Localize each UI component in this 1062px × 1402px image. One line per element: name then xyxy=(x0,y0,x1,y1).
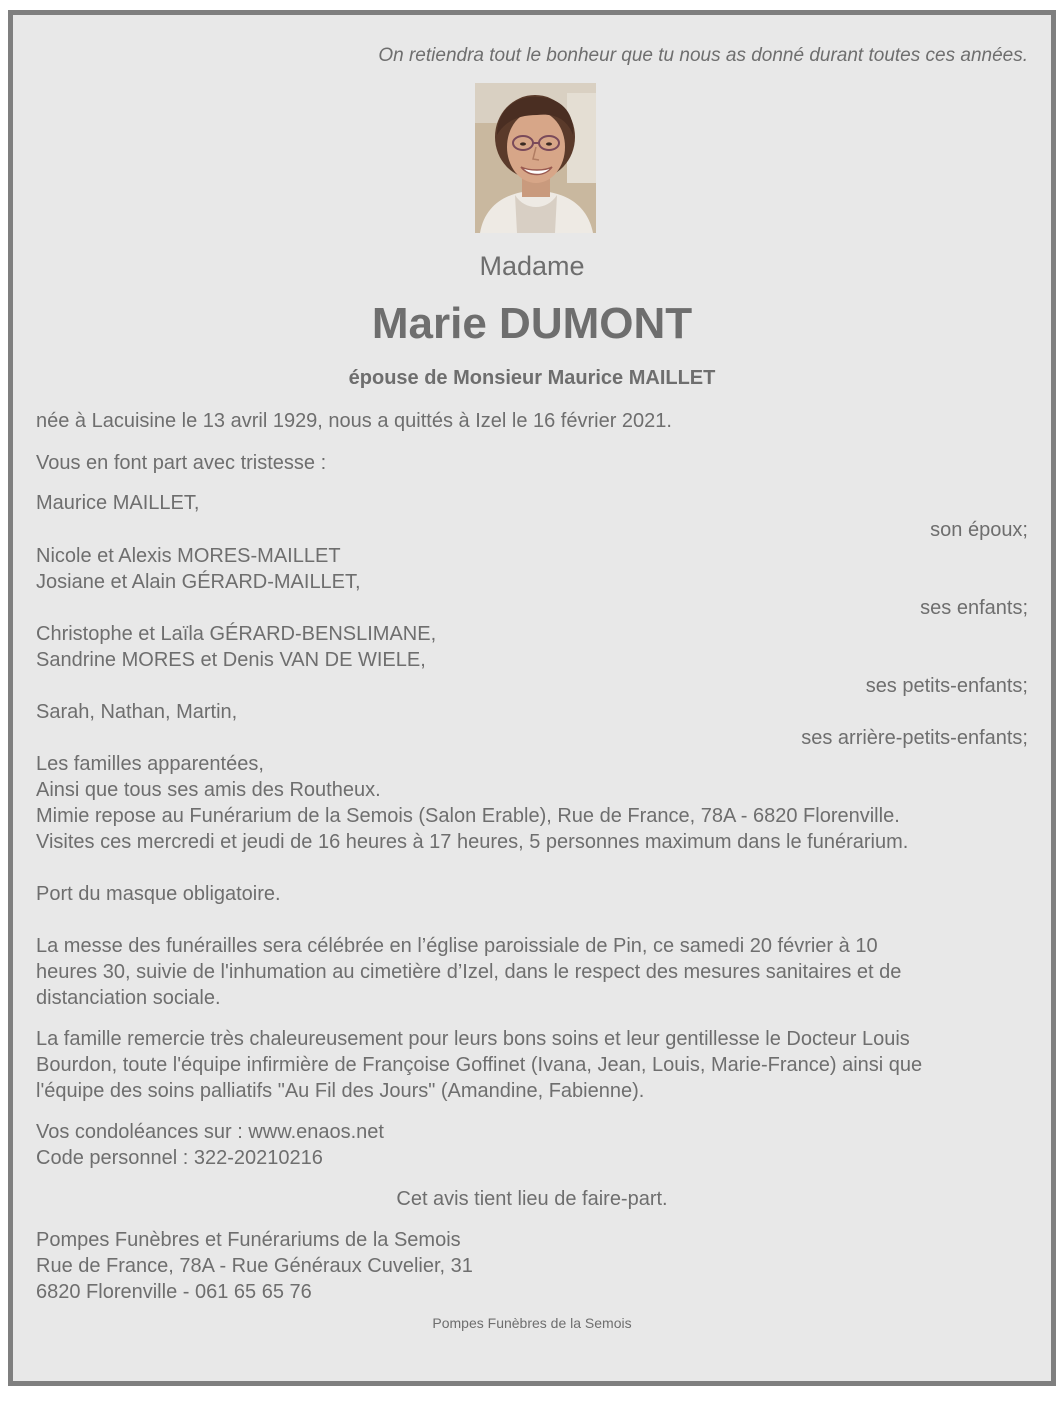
condolences-line: Vos condoléances sur : www.enaos.net xyxy=(36,1121,384,1143)
spouse-line: épouse de Monsieur Maurice MAILLET xyxy=(348,367,716,389)
family-grandchildren-role: ses petits-enfants; xyxy=(865,675,1028,697)
honorific-title: Madame xyxy=(479,251,585,281)
funeral-home-address: Rue de France, 78A - Rue Généraux Cuvelier, 31 xyxy=(36,1255,473,1277)
notice-line: Cet avis tient lieu de faire-part. xyxy=(396,1188,668,1210)
visitation-line-2: Visites ces mercredi et jeudi de 16 heures à 17 heures, 5 personnes maximum dans le funérarium. xyxy=(36,831,909,853)
mass-line-1: La messe des funérailles sera célébrée en l’église paroissiale de Pin, ce samedi 20 février à 10 xyxy=(36,935,878,957)
deceased-name: Marie DUMONT xyxy=(371,299,693,348)
mass-line-2: heures 30, suivie de l'inhumation au cimetière d’Izel, dans le respect des mesures sanitaires et de xyxy=(36,961,902,983)
family-children-role: ses enfants; xyxy=(920,597,1028,619)
birth-death-line: née à Lacuisine le 13 avril 1929, nous a quittés à Izel le 16 février 2021. xyxy=(36,410,672,432)
thanks-line-1: La famille remercie très chaleureusement pour leurs bons soins et leur gentillesse le Docteur Louis xyxy=(36,1028,910,1050)
family-spouse-name: Maurice MAILLET, xyxy=(36,492,200,514)
epigraph: On retiendra tout le bonheur que tu nous as donné durant toutes ces années. xyxy=(378,45,1028,66)
announcement-line: Vous en font part avec tristesse : xyxy=(36,452,327,474)
family-great-grandchildren-role: ses arrière-petits-enfants; xyxy=(801,727,1028,749)
family-grandchildren-1: Christophe et Laïla GÉRARD-BENSLIMANE, xyxy=(36,623,437,645)
family-great-grandchildren: Sarah, Nathan, Martin, xyxy=(36,701,238,723)
family-friends: Ainsi que tous ses amis des Routheux. xyxy=(36,779,381,801)
mass-line-3: distanciation sociale. xyxy=(36,987,221,1009)
mask-notice: Port du masque obligatoire. xyxy=(36,883,281,905)
family-spouse-role: son époux; xyxy=(930,519,1028,541)
funeral-home-name: Pompes Funèbres et Funérariums de la Semois xyxy=(36,1229,461,1251)
footer-credit: Pompes Funèbres de la Semois xyxy=(432,1315,632,1331)
family-children-1: Nicole et Alexis MORES-MAILLET xyxy=(36,545,341,567)
thanks-line-2: Bourdon, toute l'équipe infirmière de Françoise Goffinet (Ivana, Jean, Louis, Marie-France) ainsi que xyxy=(36,1054,923,1076)
visitation-line-1: Mimie repose au Funérarium de la Semois (Salon Erable), Rue de France, 78A - 6820 Florenville. xyxy=(36,805,900,827)
thanks-line-3: l'équipe des soins palliatifs "Au Fil des Jours" (Amandine, Fabienne). xyxy=(36,1080,645,1102)
obituary-card xyxy=(8,10,1056,1386)
family-relatives: Les familles apparentées, xyxy=(36,753,264,775)
personal-code-line: Code personnel : 322-20210216 xyxy=(36,1147,323,1169)
portrait-photo xyxy=(475,83,596,233)
family-grandchildren-2: Sandrine MORES et Denis VAN DE WIELE, xyxy=(36,649,426,671)
family-children-2: Josiane et Alain GÉRARD-MAILLET, xyxy=(36,571,361,593)
funeral-home-contact: 6820 Florenville - 061 65 65 76 xyxy=(36,1281,312,1303)
